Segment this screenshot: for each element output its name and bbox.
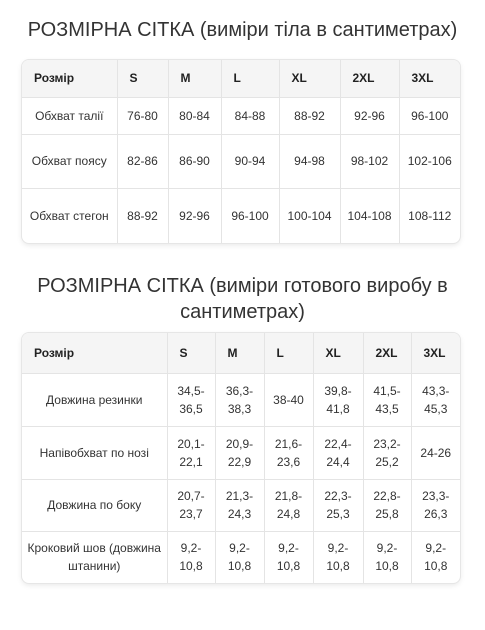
table-cell: 9,2-10,8	[411, 531, 460, 583]
header-xl: XL	[313, 333, 363, 373]
header-l: L	[264, 333, 313, 373]
table-cell: 22,3-25,3	[313, 479, 363, 531]
table-row	[22, 134, 460, 188]
body-table-title: РОЗМІРНА СІТКА (виміри тіла в сантиметрах)	[27, 19, 458, 42]
body-size-table-card	[22, 60, 460, 243]
row-label: Обхват стегон	[22, 188, 117, 243]
table-header-row	[22, 333, 460, 373]
table-cell: 22,8-25,8	[363, 479, 411, 531]
table-cell: 36,3-38,3	[215, 373, 264, 426]
table-cell: 102-106	[399, 134, 460, 188]
table-cell: 21,8-24,8	[264, 479, 313, 531]
table-cell: 9,2-10,8	[264, 531, 313, 583]
table-cell: 20,9-22,9	[215, 426, 264, 479]
table-cell: 23,2-25,2	[363, 426, 411, 479]
table-cell: 23,3-26,3	[411, 479, 460, 531]
table-cell: 9,2-10,8	[313, 531, 363, 583]
table-cell: 86-90	[168, 134, 221, 188]
header-3xl: 3XL	[399, 60, 460, 97]
table-cell: 96-100	[399, 97, 460, 134]
table-cell: 92-96	[168, 188, 221, 243]
table-cell: 41,5-43,5	[363, 373, 411, 426]
table-cell: 24-26	[411, 426, 460, 479]
table-row	[22, 531, 460, 583]
header-xl: XL	[279, 60, 340, 97]
table-cell: 94-98	[279, 134, 340, 188]
table-cell: 92-96	[340, 97, 399, 134]
table-header-row	[22, 60, 460, 97]
row-label: Довжина по боку	[22, 479, 167, 531]
table-cell: 34,5-36,5	[167, 373, 215, 426]
header-l: L	[221, 60, 279, 97]
header-m: M	[215, 333, 264, 373]
header-size: Розмір	[22, 333, 167, 373]
table-cell: 100-104	[279, 188, 340, 243]
table-cell: 98-102	[340, 134, 399, 188]
table-row	[22, 188, 460, 243]
body-size-table	[22, 60, 460, 243]
table-row	[22, 479, 460, 531]
table-cell: 21,6-23,6	[264, 426, 313, 479]
garment-size-table	[22, 333, 460, 583]
table-cell: 43,3-45,3	[411, 373, 460, 426]
table-cell: 96-100	[221, 188, 279, 243]
header-m: M	[168, 60, 221, 97]
table-cell: 88-92	[279, 97, 340, 134]
table-cell: 20,7-23,7	[167, 479, 215, 531]
garment-table-title: РОЗМІРНА СІТКА (виміри готового виробу в сантиметрах)	[37, 275, 448, 324]
table-cell: 104-108	[340, 188, 399, 243]
table-cell: 84-88	[221, 97, 279, 134]
header-s: S	[167, 333, 215, 373]
table-cell: 88-92	[117, 188, 168, 243]
header-2xl: 2XL	[340, 60, 399, 97]
table-cell: 82-86	[117, 134, 168, 188]
row-label: Довжина резинки	[22, 373, 167, 426]
garment-size-table-card	[22, 333, 460, 583]
table-cell: 38-40	[264, 373, 313, 426]
header-3xl: 3XL	[411, 333, 460, 373]
table-cell: 20,1-22,1	[167, 426, 215, 479]
table-row	[22, 373, 460, 426]
table-cell: 21,3-24,3	[215, 479, 264, 531]
header-size: Розмір	[22, 60, 117, 97]
table-cell: 9,2-10,8	[215, 531, 264, 583]
row-label: Кроковий шов (довжина штанини)	[22, 531, 167, 583]
table-cell: 108-112	[399, 188, 460, 243]
table-row	[22, 97, 460, 134]
table-cell: 22,4-24,4	[313, 426, 363, 479]
table-cell: 39,8-41,8	[313, 373, 363, 426]
table-cell: 9,2-10,8	[363, 531, 411, 583]
table-cell: 76-80	[117, 97, 168, 134]
table-cell: 9,2-10,8	[167, 531, 215, 583]
row-label: Обхват талії	[22, 97, 117, 134]
header-s: S	[117, 60, 168, 97]
row-label: Напівобхват по нозі	[22, 426, 167, 479]
table-cell: 80-84	[168, 97, 221, 134]
table-cell: 90-94	[221, 134, 279, 188]
row-label: Обхват поясу	[22, 134, 117, 188]
header-2xl: 2XL	[363, 333, 411, 373]
table-row	[22, 426, 460, 479]
